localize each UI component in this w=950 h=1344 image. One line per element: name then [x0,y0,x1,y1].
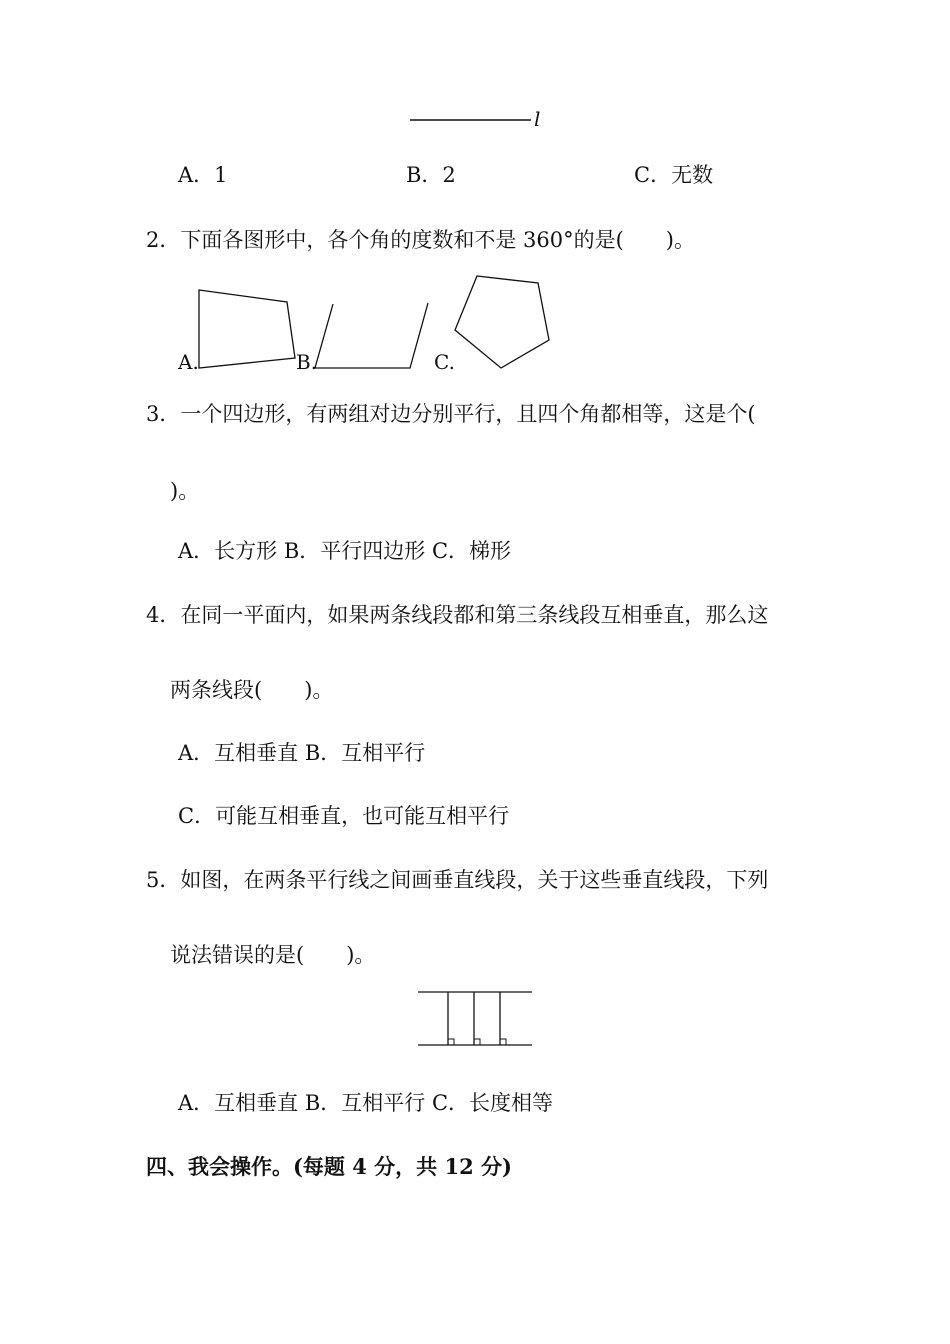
right-angle-mark-2 [474,1039,480,1045]
q1-option-c: C．无数 [634,163,714,187]
q5-stem-line2: 说法错误的是( )。 [170,943,376,967]
q3-stem-line2: )。 [170,479,200,503]
q4-stem-line1: 4．在同一平面内，如果两条线段都和第三条线段互相垂直，那么这 [146,603,769,627]
figure-b-label: B. [296,350,318,374]
right-angle-mark-3 [500,1039,506,1045]
section-4-title: 四、我会操作。(每题 4 分，共 12 分) [146,1154,512,1179]
q2-stem: 2．下面各图形中，各个角的度数和不是 360°的是( )。 [146,228,696,252]
q3-options: A．长方形 B．平行四边形 C．梯形 [178,539,512,563]
q1-option-a: A．1 [178,163,228,187]
q5-options: A．互相垂直 B．互相平行 C．长度相等 [178,1091,554,1115]
q5-stem-line1: 5．如图，在两条平行线之间画垂直线段，关于这些垂直线段，下列 [146,868,769,892]
q4-option-ab: A．互相垂直 B．互相平行 [178,741,426,765]
q4-option-c: C．可能互相垂直，也可能互相平行 [178,804,510,828]
q1-option-b: B．2 [406,163,456,187]
figure-c-label: C. [434,350,455,374]
q3-stem-line1: 3．一个四边形，有两组对边分别平行，且四个角都相等，这是个( [146,402,756,426]
figure-a-label: A. [178,350,199,374]
q4-stem-line2: 两条线段( )。 [170,678,334,702]
right-angle-mark-1 [448,1039,454,1045]
line-l-label: l [534,107,541,131]
